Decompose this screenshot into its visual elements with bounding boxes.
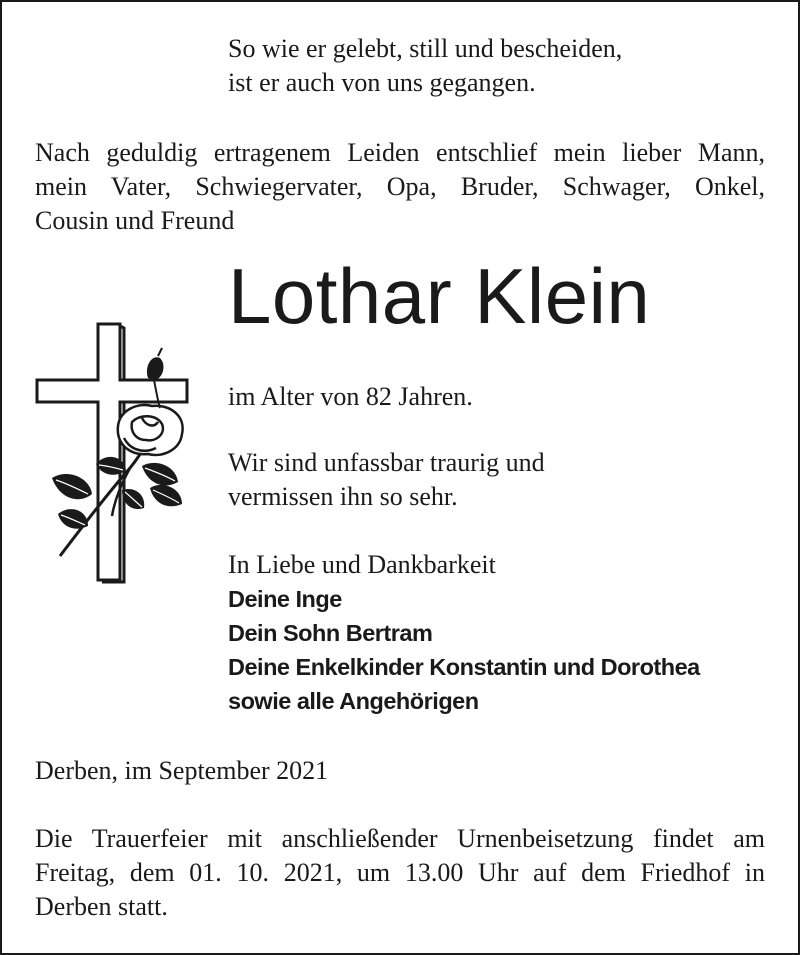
mourner-2: Dein Sohn Bertram	[228, 620, 433, 646]
closing-text: In Liebe und Dankbarkeit	[228, 550, 496, 579]
funeral-line-3: Derben statt.	[35, 892, 168, 921]
age-text: im Alter von 82 Jahren.	[228, 382, 473, 411]
mourner-3: Deine Enkelkinder Konstantin und Dorothea	[228, 654, 700, 680]
motto-line-2: ist er auch von uns gegangen.	[228, 68, 536, 97]
mourner-1: Deine Inge	[228, 586, 342, 612]
funeral-line-2: Freitag, dem 01. 10. 2021, um 13.00 Uhr auf dem Friedhof in	[35, 858, 765, 887]
motto-line-1: So wie er gelebt, still und bescheiden,	[228, 34, 623, 63]
place-date: Derben, im September 2021	[35, 756, 329, 785]
grief-line-2: vermissen ihn so sehr.	[228, 482, 458, 511]
funeral-line-1: Die Trauerfeier mit anschließender Urnenbeisetzung findet am	[35, 824, 765, 853]
deceased-name: Lothar Klein	[228, 252, 651, 340]
mourner-4: sowie alle Angehörigen	[228, 688, 479, 714]
intro-paragraph	[35, 136, 765, 238]
grief-line-1: Wir sind unfassbar traurig und	[228, 448, 545, 477]
cross-with-rose-icon	[30, 318, 195, 586]
intro-line-3: Cousin und Freund	[35, 206, 235, 235]
intro-line-2: mein Vater, Schwiegervater, Opa, Bruder, Schwager, Onkel,	[35, 172, 765, 201]
funeral-paragraph	[35, 822, 765, 924]
intro-line-1: Nach geduldig ertragenem Leiden entschlief mein lieber Mann,	[35, 138, 765, 167]
